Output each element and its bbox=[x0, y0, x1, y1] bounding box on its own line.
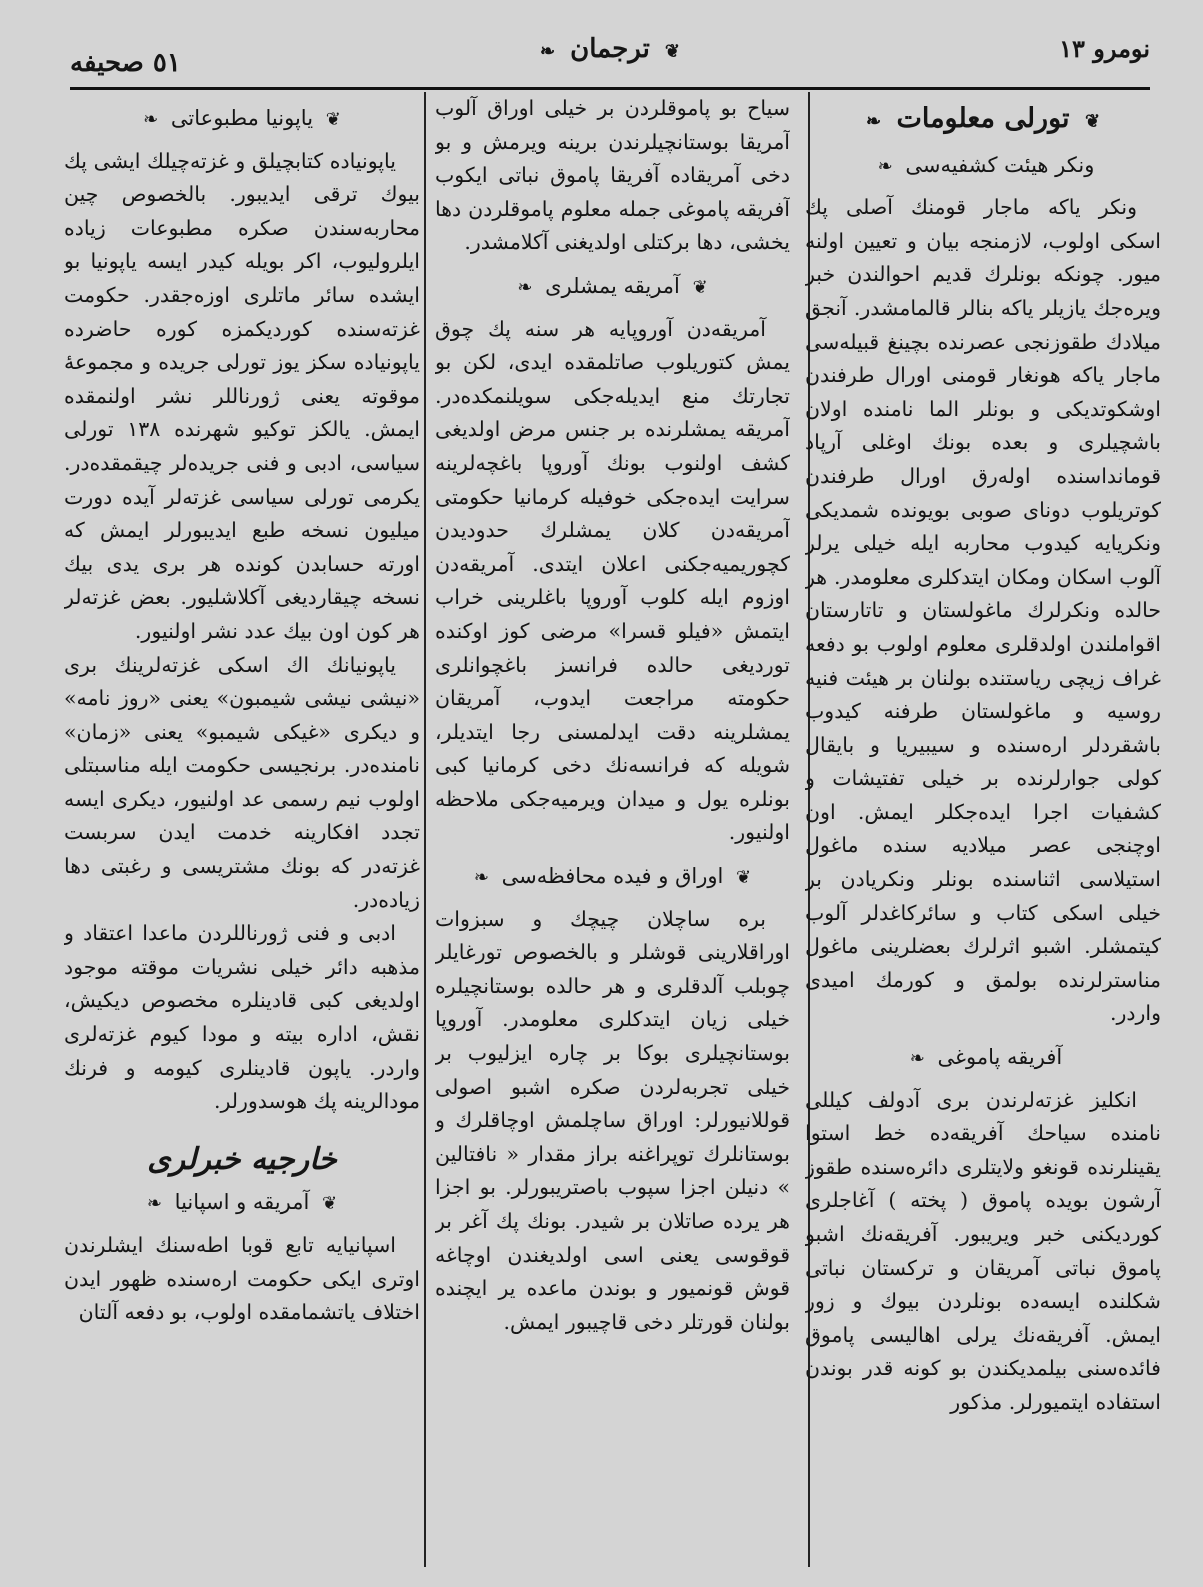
section-title: تورلی معلومات bbox=[896, 103, 1070, 134]
scroll-ornament-icon: ❧ bbox=[517, 276, 533, 298]
article-heading bbox=[805, 1041, 1161, 1076]
article-body: ادبی و فنی ژورناللردن ماعدا اعتقاد و مذهبه دائر خیلی نشریات موقته موجود اولدیغی کبی قادینلره مخصوص دیکیش، نقش، اداره بیته و مودا کیوم غزته‌لری واردر. یاپون قادینلری کیومه و فرنك مودالرینه پك هوسدورلر. bbox=[64, 921, 420, 1114]
article-body: ونکر یاکه ماجار قومنك آصلی پك اسکی اولوب، لازمنجه بیان و تعیین اولنه میور. چونکه بونلرك قدیم احوالندن خبر ویره‌جك یازیلر یاکه بنالر قالمامشدر. آنجق میلادك طقوزنجی عصرنده بچینغ قبیله‌سی ماجار یاکه هونغار قومنی اورال طرفندن اوشکوتدیکی و بونلر الما نامنده اولان باشچیلری و بعده بونك اوغلی آرپاد قوماندا‌سنده اوله‌رق اورال طرفندن کوتریلوب دونای صوبی بویونده شمدیکی ونکریایه کیدوب محاربه ایله خیلی یرلر آلوب اسکان ومکان ایتدکلری معلومدر. هر حالده ونکرلرك ماغولستان و تاتارستان اقواملندن اولدقلری معلوم اولوب بو دفعه غراف زیچی ریاستنده بولنان بر هیئت فنیه روسیه و ماغولستان طرفنه کیدوب باشقردلر ارەسنده و سیبیریا و بایقال کولی جوارلرنده بر خیلی تفتیشات و کشفیات اجرا ایده‌جکلر ایمش. اون اوچنجی عصر میلادیه سنده ماغول استیلاسی اثناسنده بونلر ونکریادن بر خیلی اسکی کتاب و سائرکاغدلر آلوب کیتمشلر. اشبو اثرلرك بعضلرینی ماغول مناسترلرنده بولمق و کورمك امیدی واردر. bbox=[805, 195, 1161, 1026]
column-middle bbox=[435, 92, 790, 1567]
article-title: آفریقه پاموغی bbox=[937, 1045, 1063, 1070]
fleuron-ornament-icon: ❦ bbox=[664, 41, 681, 62]
article-title: یاپونیا مطبوعاتی bbox=[170, 106, 314, 130]
article-heading bbox=[435, 860, 790, 895]
scroll-ornament-icon: ❧ bbox=[877, 155, 893, 177]
scroll-ornament-icon: ❦ bbox=[692, 276, 708, 298]
article-heading bbox=[64, 102, 420, 137]
fleuron-ornament-icon: ❧ bbox=[539, 41, 556, 62]
column-left bbox=[64, 92, 420, 1567]
column-right bbox=[805, 92, 1161, 1567]
article-title: آمریقه یمشلری bbox=[545, 273, 680, 298]
column-divider bbox=[424, 92, 426, 1567]
scroll-ornament-icon: ❦ bbox=[1084, 111, 1101, 132]
article-body: بره ساچلان چیچك و سبزوات اوراقلارینی قوشلر و بالخصوص تورغایلر چوبلب آلدقلری و هر حالده بوستانچیلره خیلی زیان ایتدکلری معلومدر. آوروپا بوستانچیلری بوکا بر چاره ایزلیوب بر خیلی تجربه‌لردن صکره اشبو اصولی قوللانیورلر: اوراق ساچلمش اوچاقلرك و بوستانلرك توپراغنه براز مقدار « نافتالین » دنیلن اجزا سپوب باصتریبورلر. بو اجزا هر یرده صاتلان بر شیدر. بونك پك آغر بر قوقوسی یعنی اسی اولدیغندن اوچاغه قوش قونمیور و بوندن ماعده یر ایچنده بولنان قورتلر دخی قاچیبور ایمش. bbox=[435, 906, 790, 1334]
article-body: یاپونیانك اك اسکی غزته‌لرینك بری «نیشی نیشی شیمبون» یعنی «روز نامه» و دیکری «غیکی شیمبو» یعنی «زمان» نامنده‌در. برنجیسی حکومت ایله مناسبتلی اولوب نیم رسمی عد اولنیور، دیکری ایسه تجدد افکارینه خدمت ایدن سربست غزته‌در که بونك مشتریسی و رغبتی دها زیاده‌در. bbox=[64, 652, 420, 912]
article-body: اسپانیایه تابع قوبا اطه‌سنك ایشلرندن اوتری ایکی حکومت ارەسنده ظهور ایدن اختلاف یاتشمامقده اولوب، بو دفعه آلتان bbox=[64, 1233, 420, 1325]
page-number: ٥١ صحيفه bbox=[70, 48, 181, 78]
article-body: یاپونیاده کتابچیلق و غزته‌چیلك ایشی پك بیوك ترقی ایدیبور. بالخصوص چین محاربه‌سندن صکره مطبوعات زیاده ایلرولیوب، اکر بویله کیدر ایسه یاپونیا بو ایشده سائر ماتلری اوزه‌جقدر. حکومت غزته‌سنده کوردیکمزه کوره حاضرده یاپونیاده سکز یوز تورلی جریده و مجموعهٔ موقوته یعنی ژورناللر نشر اولنمقده ایمش. یالکز توکیو شهرنده ١٣٨ تورلی سیاسی، ادبی و فنی جریده‌لر چیقمقده‌در. یکرمی تورلی سیاسی غزته‌لر آیده دورت میلیون نسخه طبع ایدیبورلر ایمش که اورته حسابدن کونده هر بری یدی بیك نسخه چیقاردیغی آکلاشلیور. بعض غزته‌لر هر کون اون بیك عدد نشر اولنیور. bbox=[64, 148, 420, 643]
scroll-ornament-icon: ❦ bbox=[322, 1193, 338, 1215]
article-title: اوراق و فیده محافظه‌سی bbox=[501, 864, 724, 889]
article-heading bbox=[435, 270, 790, 305]
scroll-ornament-icon: ❧ bbox=[473, 867, 489, 889]
article-title: ونکر هیئت کشفیه‌سی bbox=[905, 152, 1095, 177]
issue-number: نومرو ١٣ bbox=[1059, 34, 1150, 63]
article-continuation: سیاح بو پاموقلردن بر خیلی اوراق آلوب آمریقا بوستانچیلرندن برینه ویرمش و بو دخی آمریقاده آفریقا پاموق نباتی ایکوب آفریقه پاموغی جمله معلوم پاموقلردن دها یخشی، دها برکتلی اولدیغنی آکلامشدر. bbox=[435, 96, 790, 255]
article-heading bbox=[805, 149, 1161, 184]
scroll-ornament-icon: ❦ bbox=[325, 109, 341, 130]
section-heading: خارجیه خبرلری bbox=[147, 1141, 337, 1177]
article-title: آمریقه و اسپانیا bbox=[174, 1190, 310, 1215]
article-heading bbox=[64, 1186, 420, 1221]
article-body: آمریقه‌دن آوروپایه هر سنه پك چوق یمش کتوریلوب صاتلمقده ایدی، لکن بو تجارتك منع ایدیله‌جکی سویلنمکده‌در. آمریقه یمشلرنده بر جنس مرض اولدیغی کشف اولنوب بونك آوروپا باغچه‌لرینه سرایت ایده‌جکی خوفیله کرمانیا حکومتی آمریقه‌دن کلان یمشلرك حدودیدن کچوریمیه‌جکنی اعلان ایتدی. آمریقه‌دن اوزوم ایله کلوب آوروپا باغلرینی خراب ایتمش «فیلو قسرا» مرضی کوز اوکنده توردیغی حالده فرانسز باغچوانلری حکومته مراجعت ایدوب، آمریقان یمشلرینه دقت ایدلمسنی رجا ایتدیلر، شویله که فرانسه‌نك دخی کرمانیا کبی بونلره یول و میدان ویرمیه‌جکی ملاحظه اولنیور. bbox=[435, 316, 790, 845]
scroll-ornament-icon: ❧ bbox=[865, 111, 882, 132]
masthead bbox=[534, 34, 686, 64]
scroll-ornament-icon: ❦ bbox=[736, 867, 752, 889]
newspaper-title: ترجمان bbox=[570, 34, 650, 64]
scroll-ornament-icon: ❧ bbox=[146, 1193, 162, 1215]
article-body: انکلیز غزته‌لرندن بری آدولف کیللی نامنده سیاحك آفریقه‌ده خط استوا یقینلرنده قونغو ولایتلری دائره‌سنده طقوز آرشون بویده پاموق ( پخته ) آغاجلری کوردیکنی خبر ویریبور. آفریقه‌نك اشبو پاموق نباتی آمریقان و ترکستان نباتی شکلنده ایسه‌ده بونلردن بیوك و زور ایمش. آفریقه‌نك یرلی اهالیسی پاموق فائده‌سنی بیلمدیکندن بو کونه قدر بوندن استفاده ایتمیورلر. مذکور bbox=[805, 1087, 1161, 1414]
scroll-ornament-icon: ❧ bbox=[909, 1048, 925, 1070]
scroll-ornament-icon: ❧ bbox=[143, 109, 159, 130]
page-header bbox=[70, 28, 1150, 90]
section-heading bbox=[805, 102, 1161, 139]
header-rule bbox=[70, 87, 1150, 90]
